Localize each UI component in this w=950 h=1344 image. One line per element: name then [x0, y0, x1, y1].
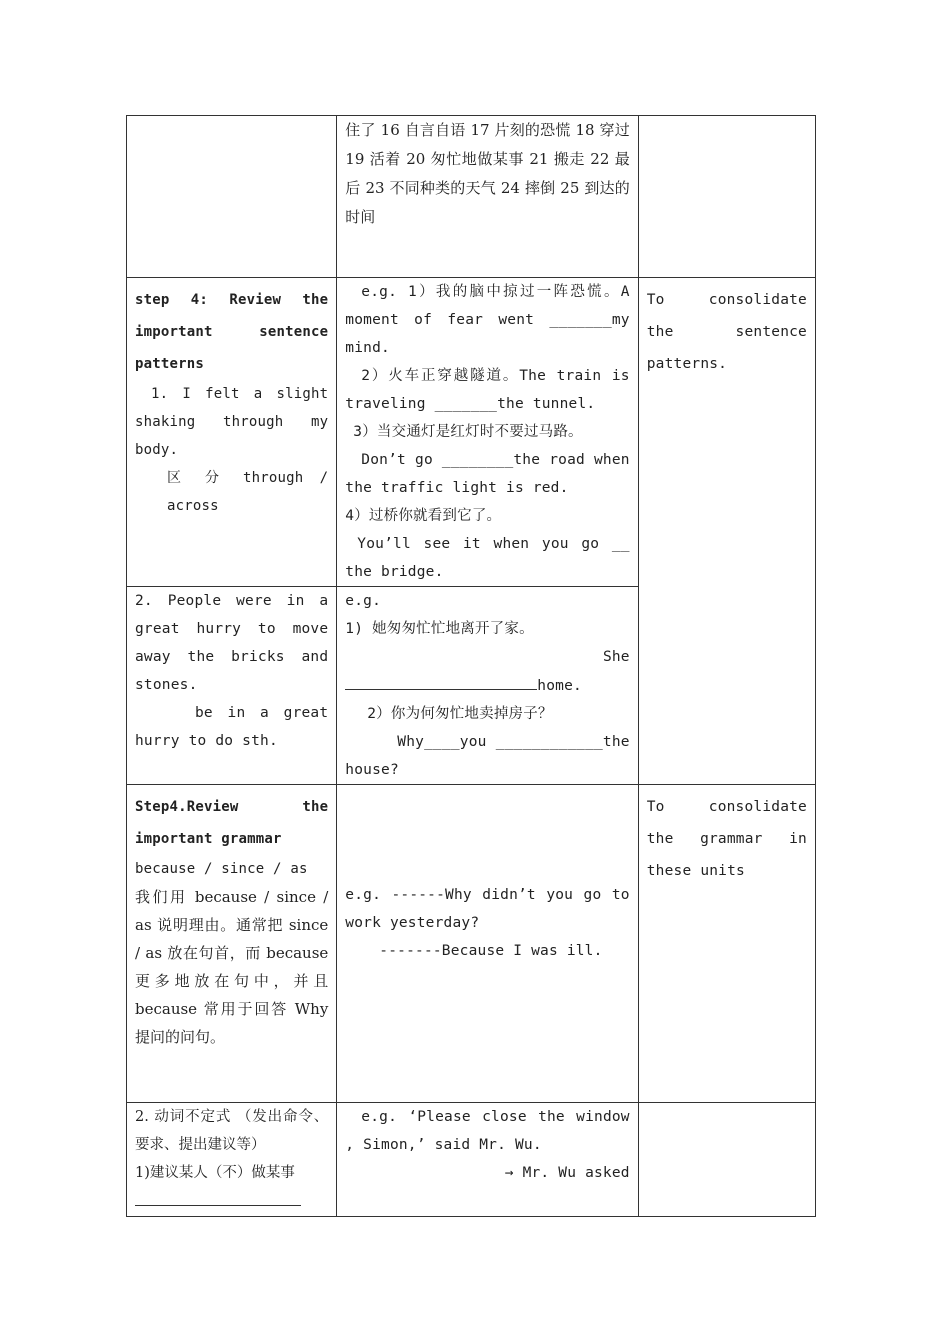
cell-infinitive-example — [337, 1103, 638, 1217]
answer-blank — [345, 671, 537, 690]
table-row-sentence-patterns — [127, 278, 816, 587]
example-line: e.g. ‘Please close the window , Simon,’ said Mr. Wu. — [345, 1109, 630, 1153]
cell-empty — [638, 116, 815, 278]
example-line: You’ll see it when you go __ the bridge. — [345, 536, 630, 580]
example-line: Don’t go ________the road when the traffic light is red. — [345, 452, 630, 496]
example-line: → Mr. Wu asked — [504, 1165, 630, 1181]
example-line: 3）当交通灯是红灯时不要过马路。 — [353, 424, 583, 440]
example-line: Why____you ____________the house? — [345, 734, 630, 778]
item-note: 我们用 because / since / as 说明理由。通常把 since / as 放在句首，而 because 更多地放在句中，并且 because 常用于回答 Why 提问的问句。 — [135, 888, 329, 1046]
cell-empty — [127, 116, 337, 278]
item-note: 区 分 through / across — [167, 470, 329, 514]
cell-grammar-step — [127, 785, 337, 1103]
example-line — [345, 671, 629, 700]
table-row-infinitive — [127, 1103, 816, 1217]
cell-empty — [638, 1103, 815, 1217]
purpose-text: To consolidate the sentence patterns. — [646, 292, 807, 372]
item-text: 1. I felt a slight shaking through my body. — [135, 386, 329, 458]
answer-blank — [135, 1187, 301, 1206]
example-line: -------Because I was ill. — [379, 943, 603, 959]
purpose-text: To consolidate the grammar in these units — [646, 799, 807, 879]
table-row-grammar — [127, 785, 816, 1103]
cell-hurry-item — [127, 587, 337, 785]
item-sub: 1)建议某人（不）做某事 — [135, 1165, 295, 1181]
example-line: 4）过桥你就看到它了。 — [345, 508, 502, 524]
vocab-text: 住了 16 自言自语 17 片刻的恐慌 18 穿过 19 活着 20 匆忙地做某事 21 搬走 22 最后 23 不同种类的天气 24 摔倒 25 到达的时间 — [345, 121, 630, 226]
cell-vocab — [337, 116, 638, 278]
cell-grammar-examples — [337, 785, 638, 1103]
cell-sentence-purpose — [638, 278, 815, 785]
example-line: She — [602, 649, 630, 665]
example-label: e.g. — [345, 593, 382, 609]
cell-hurry-examples — [337, 587, 638, 785]
cell-sentence-step — [127, 278, 337, 587]
example-tail: home. — [537, 678, 582, 694]
cell-sentence-examples — [337, 278, 638, 587]
table-row-vocab — [127, 116, 816, 278]
item-text: because / since / as — [135, 861, 308, 877]
item-text: 2. 动词不定式 （发出命令、要求、提出建议等） — [135, 1109, 329, 1153]
example-line: 2）火车正穿越隧道。The train is traveling _______the tunnel. — [345, 368, 630, 412]
answer-line — [135, 1187, 328, 1216]
cell-infinitive-item — [127, 1103, 337, 1217]
step-title: Step4.Review the important grammar — [135, 799, 329, 847]
lesson-plan-table — [126, 115, 816, 1217]
example-line: e.g. 1）我的脑中掠过一阵恐慌。A moment of fear went _______my mind. — [345, 284, 630, 356]
example-line: e.g. ------Why didn’t you go to work yesterday? — [345, 887, 630, 931]
item-text: 2. People were in a great hurry to move away the bricks and stones. — [135, 593, 329, 693]
example-line: 2）你为何匆忙地卖掉房子？ — [367, 706, 553, 722]
example-line: 1) 她匆匆忙忙地离开了家。 — [345, 621, 534, 637]
step-title: step 4: Review the important sentence patterns — [135, 292, 329, 372]
item-note: be in a great hurry to do sth. — [135, 705, 329, 749]
cell-grammar-purpose — [638, 785, 815, 1103]
